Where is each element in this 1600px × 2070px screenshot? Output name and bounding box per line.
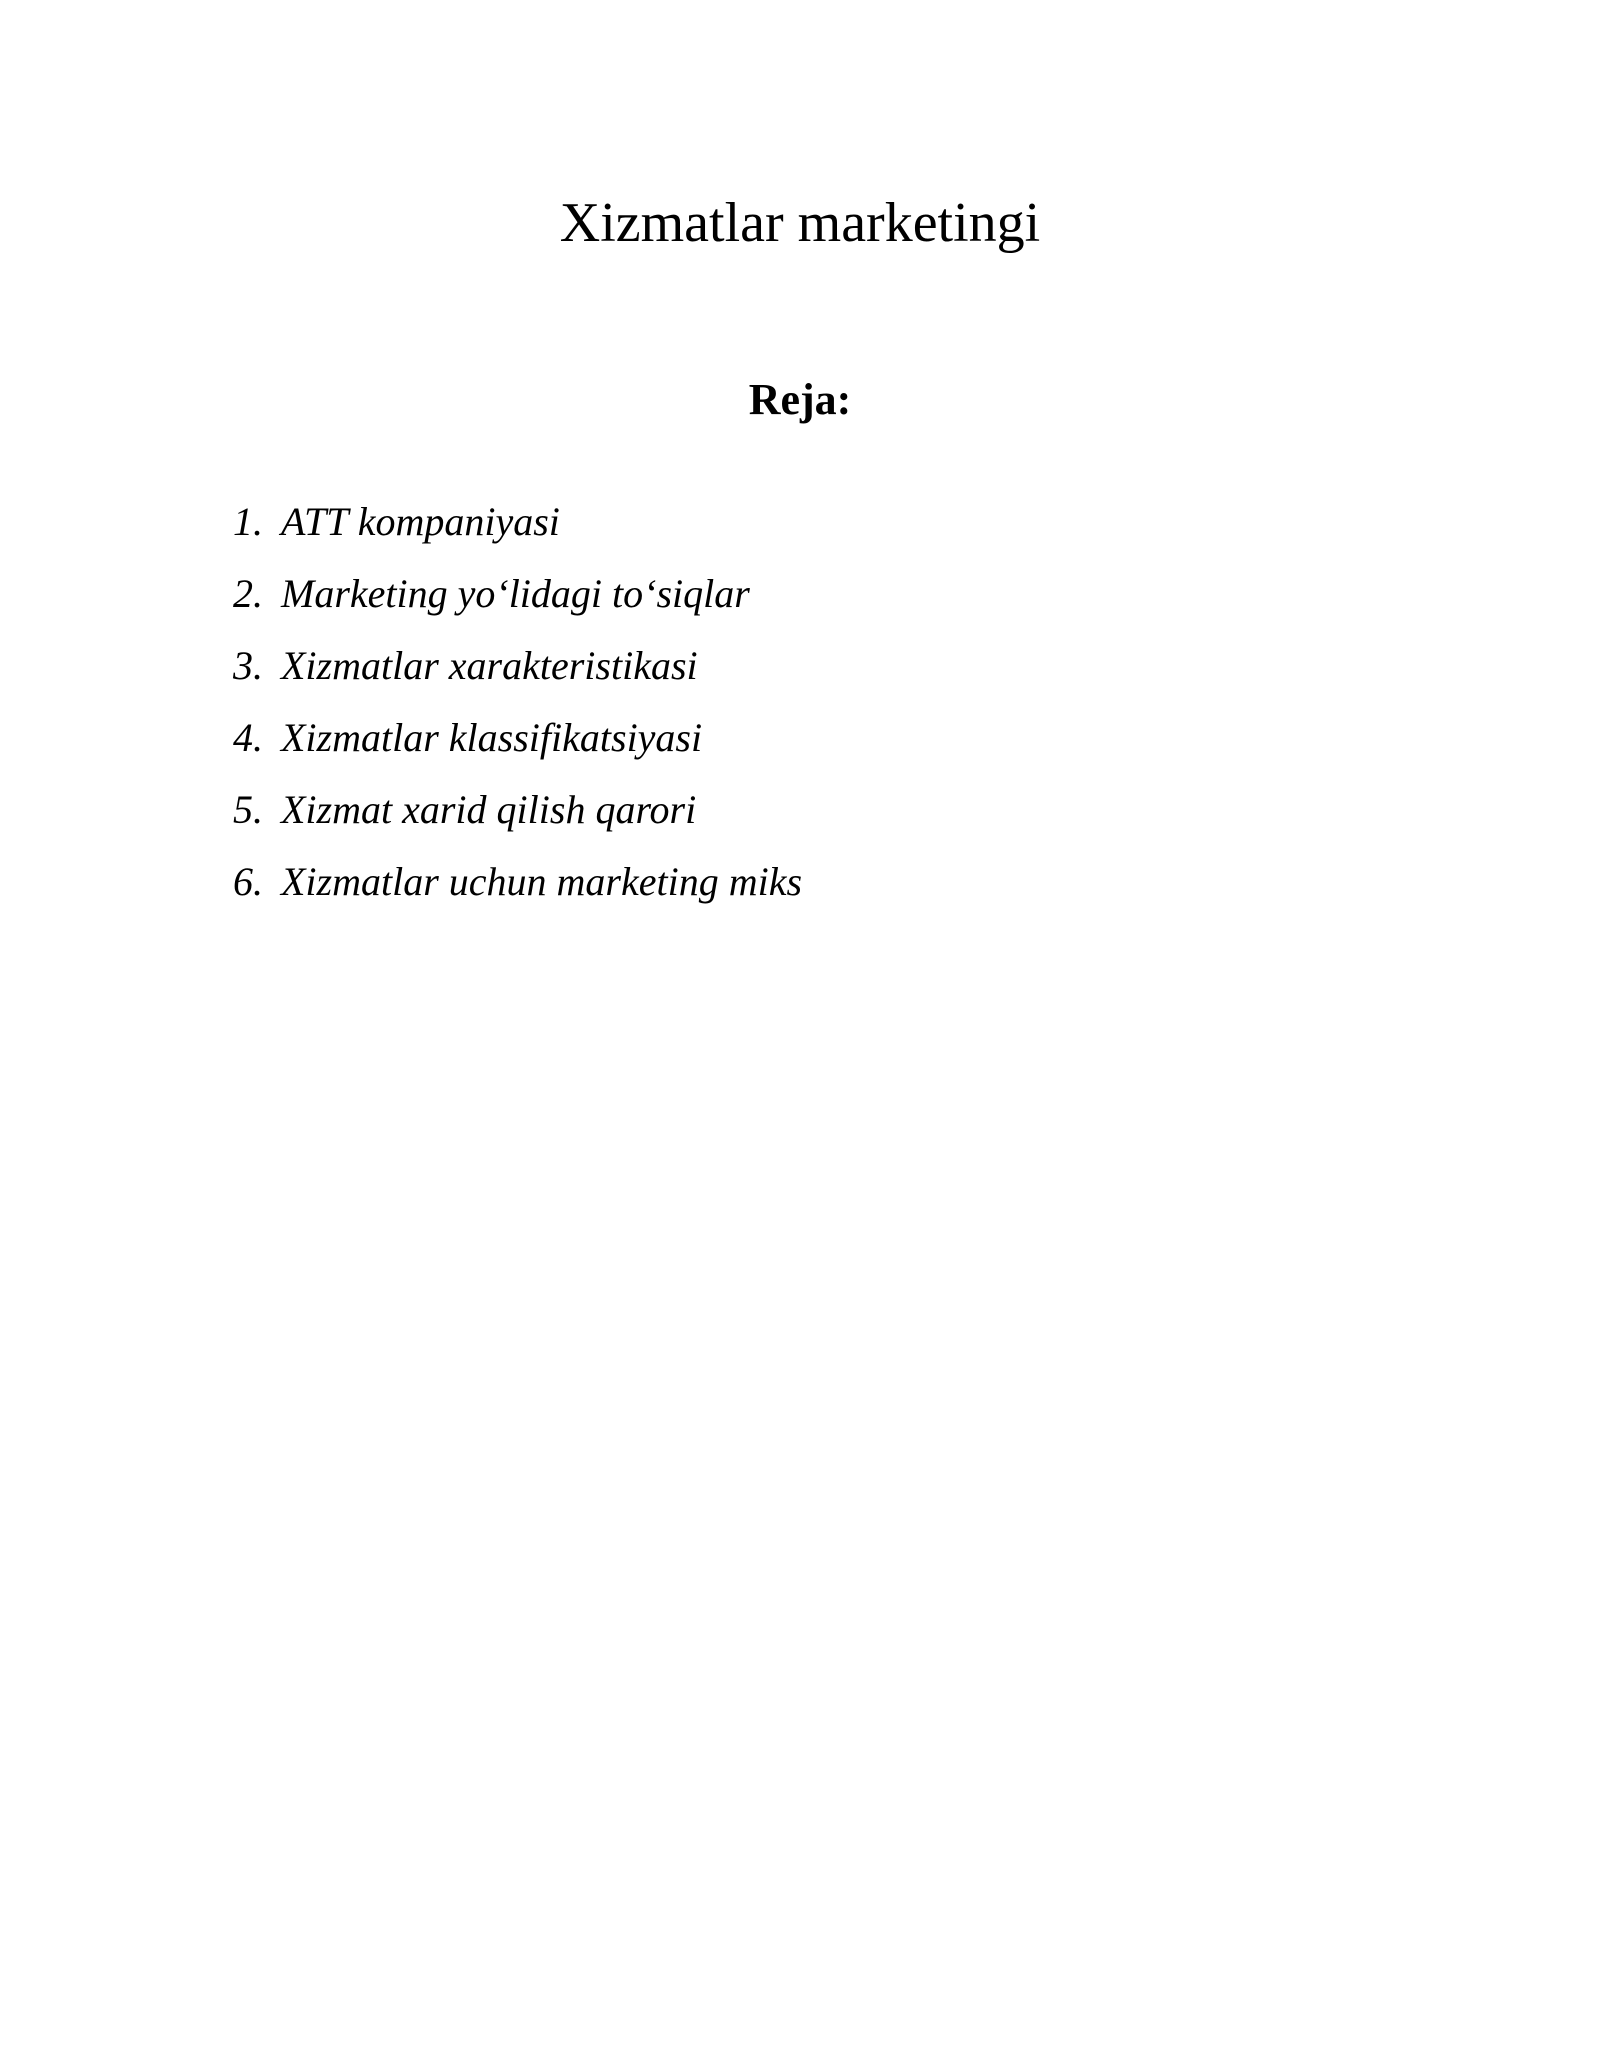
plan-item	[233, 854, 802, 926]
plan-item	[233, 566, 802, 638]
plan-item-text: ATT kompaniyasi	[281, 499, 560, 544]
plan-item	[233, 638, 802, 710]
plan-item-number: 5.	[233, 787, 263, 832]
plan-item-number: 1.	[233, 499, 263, 544]
plan-item	[233, 494, 802, 566]
document-title: Xizmatlar marketingi	[559, 192, 1041, 254]
plan-item-text: Xizmatlar xarakteristikasi	[281, 643, 698, 688]
plan-item-number: 6.	[233, 859, 263, 904]
plan-item-text: Marketing yo‘lidagi to‘siqlar	[281, 571, 750, 616]
plan-heading: Reja:	[748, 375, 852, 424]
plan-item-number: 3.	[233, 643, 263, 688]
plan-item-text: Xizmatlar klassifikatsiyasi	[281, 715, 703, 760]
plan-item	[233, 710, 802, 782]
plan-item	[233, 782, 802, 854]
plan-list	[233, 494, 802, 926]
plan-item-text: Xizmatlar uchun marketing miks	[281, 859, 803, 904]
plan-item-number: 2.	[233, 571, 263, 616]
plan-item-text: Xizmat xarid qilish qarori	[281, 787, 697, 832]
plan-item-number: 4.	[233, 715, 263, 760]
